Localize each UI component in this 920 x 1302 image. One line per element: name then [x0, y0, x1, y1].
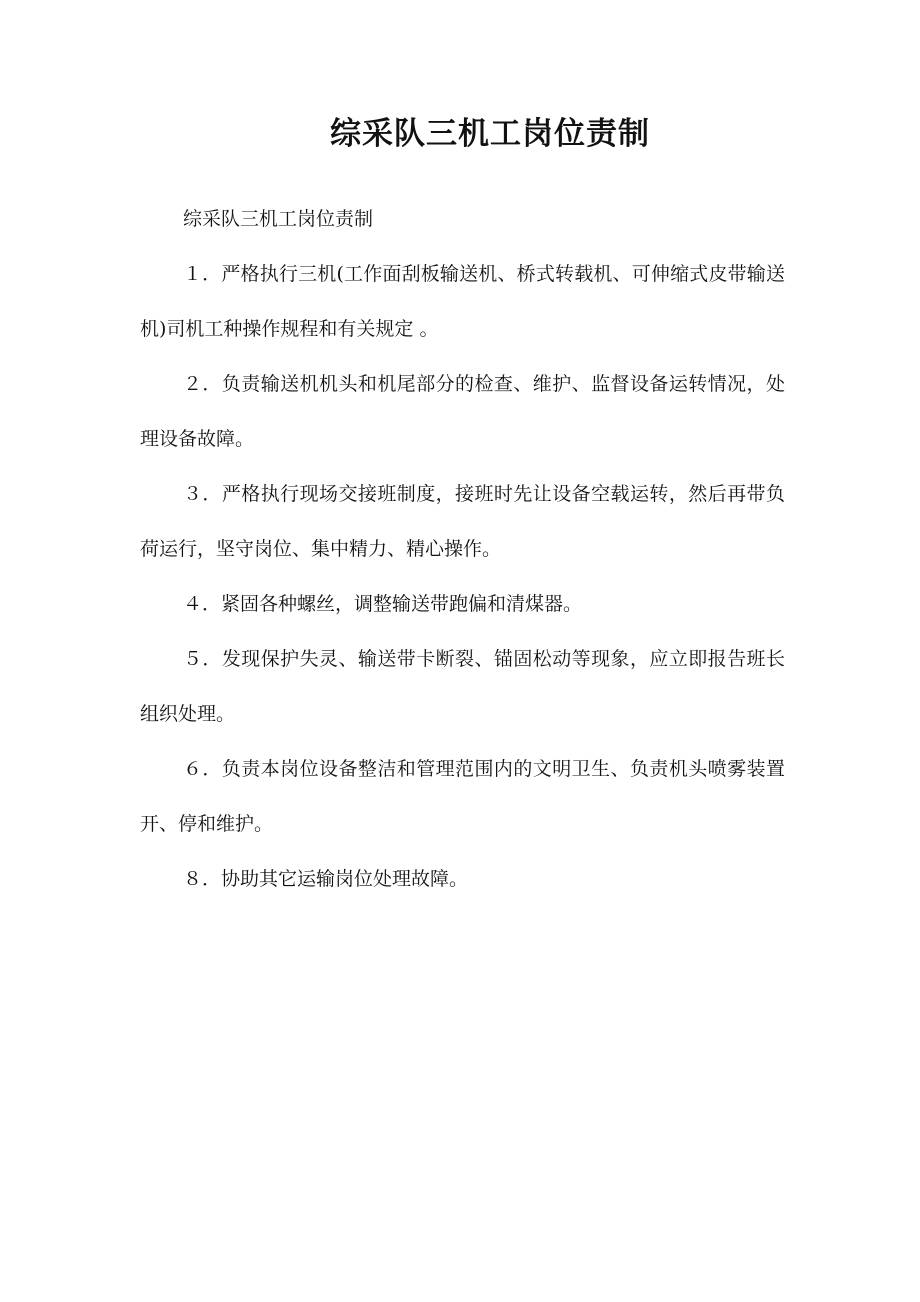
subtitle-paragraph: 综采队三机工岗位责制 [183, 208, 374, 230]
duty-item-2: ２．负责输送机机头和机尾部分的检查、维护、监督设备运转情况，处理设备故障。 [140, 373, 785, 450]
duty-item-4: ４．紧固各种螺丝，调整输送带跑偏和清煤器。 [183, 593, 583, 615]
duty-item-8: ８．协助其它运输岗位处理故障。 [183, 868, 469, 890]
document-body [140, 192, 785, 907]
duty-item-6: ６．负责本岗位设备整洁和管理范围内的文明卫生、负责机头喷雾装置开、停和维护。 [140, 758, 785, 835]
duty-item-5: ５．发现保护失灵、输送带卡断裂、锚固松动等现象，应立即报告班长组织处理。 [140, 648, 785, 725]
document-title: 综采队三机工岗位责制 [330, 116, 650, 152]
duty-item-1: １．严格执行三机(工作面刮板输送机、桥式转载机、可伸缩式皮带输送机)司机工种操作规程和有关规定 。 [140, 263, 785, 340]
duty-item-3: ３．严格执行现场交接班制度，接班时先让设备空载运转，然后再带负荷运行，坚守岗位、集中精力、精心操作。 [140, 483, 785, 560]
